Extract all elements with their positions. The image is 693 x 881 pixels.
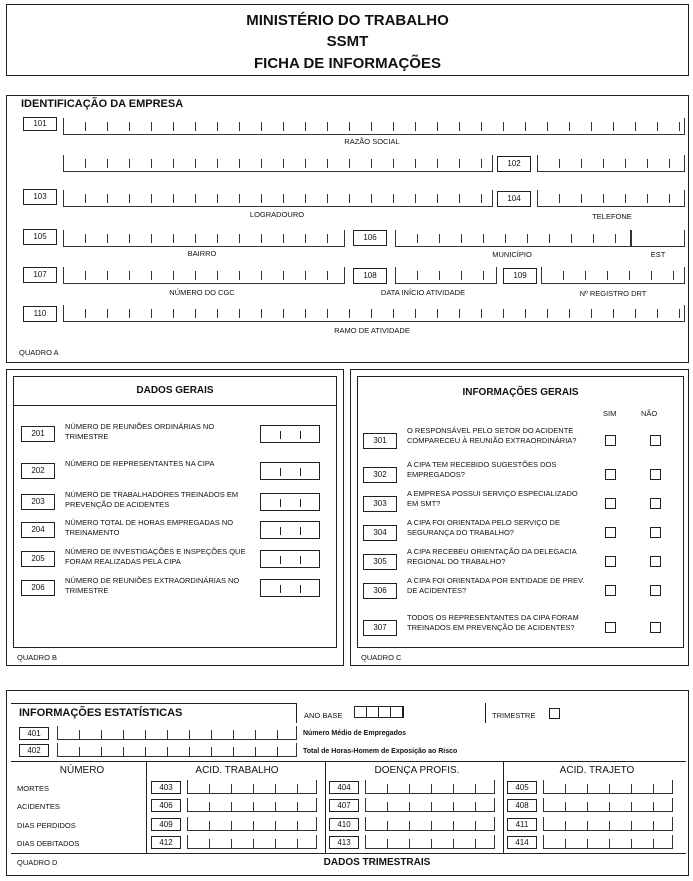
ramo-atividade-label: RAMO DE ATIVIDADE [334,326,410,335]
informacoes-question: O RESPONSÁVEL PELO SETOR DO ACIDENTE COMPARECEU À REUNIÃO EXTRAORDINÁRIA? [407,426,577,446]
quadro-b-footer: QUADRO B [17,653,58,662]
nao-checkbox[interactable] [650,622,661,633]
informacoes-question: A CIPA TEM RECEBIDO SUGESTÕES DOS EMPREGADOS? [407,460,557,480]
sim-checkbox[interactable] [605,498,616,509]
code-105: 105 [23,229,57,245]
quadro-b [6,369,344,666]
dados-trimestrais-title: DADOS TRIMESTRAIS [323,857,431,868]
dados-gerais-question: NÚMERO DE TRABALHADORES TREINADOS EM PREVENÇÃO DE ACIDENTES [65,490,239,510]
stat-field[interactable] [187,835,317,849]
code-110: 110 [23,306,57,322]
field-401[interactable] [57,726,297,740]
ano-base-divider [485,703,486,723]
sim-checkbox[interactable] [605,585,616,596]
header-frame [6,4,689,76]
sim-checkbox[interactable] [605,435,616,446]
ano-base-label: ANO BASE [304,711,343,720]
informacoes-question: A CIPA FOI ORIENTADA POR ENTIDADE DE PREV. DE ACIDENTES? [407,576,585,596]
stat-code: 411 [507,818,537,831]
code-101: 101 [23,117,57,131]
ramo-atividade-field[interactable] [63,305,685,322]
field-102[interactable] [537,155,685,172]
stats-col-divider-3 [503,761,504,853]
sim-checkbox[interactable] [605,622,616,633]
logradouro-field[interactable] [63,190,493,207]
stat-code: 410 [329,818,359,831]
stat-field[interactable] [365,817,495,831]
stat-code: 408 [507,799,537,812]
quadro-d-title-box [11,703,297,723]
label-402: Total de Horas-Homem de Exposição ao Risco [303,748,458,755]
code-107: 107 [23,267,57,283]
informacoes-question: A EMPRESA POSSUI SERVIÇO ESPECIALIZADO EM SMT? [407,489,578,509]
stat-code: 409 [151,818,181,831]
quadro-c-inner [357,376,684,648]
code-201: 201 [21,426,55,442]
code-103: 103 [23,189,57,205]
quadro-c-footer: QUADRO C [361,653,402,662]
stat-field[interactable] [187,798,317,812]
logradouro-label: LOGRADOURO [249,210,305,219]
stat-code: 413 [329,836,359,849]
informacoes-question: A CIPA RECEBEU ORIENTAÇÃO DA DELEGACIA REGIONAL DO TRABALHO? [407,547,577,567]
cgc-label: NÚMERO DO CGC [169,288,235,297]
code-303: 303 [363,496,397,512]
bairro-field[interactable] [63,230,345,247]
quadro-d [6,690,689,876]
code-204: 204 [21,522,55,538]
row-label: ACIDENTES [17,802,60,811]
code-109: 109 [503,268,537,284]
stats-col-divider-2 [325,761,326,853]
data-inicio-label: DATA INÍCIO ATIVIDADE [380,288,466,297]
header-form-title: FICHA DE INFORMAÇÕES [254,55,441,72]
code-205: 205 [21,551,55,567]
quadro-b-title: DADOS GERAIS [136,385,214,396]
col-numero: NÚMERO [59,765,105,776]
quadro-b-inner [13,376,337,648]
quadro-b-title-rule [14,405,336,406]
nao-checkbox[interactable] [650,556,661,567]
stats-table-bottom-rule [11,853,686,854]
header-ssmt: SSMT [326,33,369,50]
row-label: MORTES [17,784,49,793]
registro-drt-label: Nº REGISTRO DRT [579,289,647,298]
stats-table-top-rule [11,761,686,762]
code-106: 106 [353,230,387,246]
registro-drt-field[interactable] [541,267,685,284]
dados-gerais-question: NÚMERO DE INVESTIGAÇÕES E INSPEÇÕES QUE FORAM REALIZADAS PELA CIPA [65,547,246,567]
nao-checkbox[interactable] [650,527,661,538]
code-302: 302 [363,467,397,483]
informacoes-question: A CIPA FOI ORIENTADA PELO SERVIÇO DE SEGURANÇA DO TRABALHO? [407,518,560,538]
quadro-a-footer: QUADRO A [19,348,59,357]
code-206: 206 [21,580,55,596]
code-307: 307 [363,620,397,636]
code-306: 306 [363,583,397,599]
bairro-label: BAIRRO [187,249,217,258]
dados-gerais-answer-field[interactable] [260,521,320,539]
code-203: 203 [21,494,55,510]
stat-code: 404 [329,781,359,794]
dados-gerais-question: NÚMERO DE REPRESENTANTES NA CIPA [65,459,215,468]
data-inicio-field[interactable] [395,267,497,284]
stat-field[interactable] [365,780,495,794]
code-102: 102 [497,156,531,172]
code-108: 108 [353,268,387,284]
stat-field[interactable] [365,798,495,812]
nao-header: NÃO [641,409,658,418]
stat-code: 406 [151,799,181,812]
sim-checkbox[interactable] [605,556,616,567]
col-doenca-profis: DOENÇA PROFIS. [374,765,460,776]
municipio-label: MUNICÍPIO [492,250,532,259]
stat-field[interactable] [543,780,673,794]
quadro-a [6,95,689,363]
stats-col-divider-1 [146,761,147,853]
header-ministry: MINISTÉRIO DO TRABALHO [246,12,449,29]
telefone-label: TELEFONE [592,212,632,221]
estado-field[interactable] [631,230,685,247]
razao-social-cont-field[interactable] [63,155,493,172]
dados-gerais-question: NÚMERO DE REUNIÕES EXTRAORDINÁRIAS NO TRIMESTRE [65,576,240,596]
label-401: Número Médio de Empregados [303,730,407,737]
quadro-d-footer: QUADRO D [17,858,58,867]
razao-social-field[interactable] [63,118,685,135]
stat-code: 412 [151,836,181,849]
stat-code: 414 [507,836,537,849]
code-402: 402 [19,744,49,757]
sim-checkbox[interactable] [605,527,616,538]
quadro-d-title: INFORMAÇÕES ESTATÍSTICAS [19,707,183,719]
field-402[interactable] [57,743,297,757]
dados-gerais-answer-field[interactable] [260,579,320,597]
sim-header: SIM [603,409,617,418]
dados-gerais-answer-field[interactable] [260,550,320,568]
row-label: DIAS PERDIDOS [17,821,76,830]
trimestre-checkbox[interactable] [549,708,560,719]
quadro-c-title: INFORMAÇÕES GERAIS [462,387,579,398]
cgc-field[interactable] [63,267,345,284]
row-label: DIAS DEBITADOS [17,839,80,848]
stat-code: 403 [151,781,181,794]
quadro-c [350,369,689,666]
dados-gerais-question: NÚMERO TOTAL DE HORAS EMPREGADAS NO TREINAMENTO [65,518,234,538]
col-acid-trabalho: ACID. TRABALHO [195,765,279,776]
stat-field[interactable] [543,798,673,812]
sim-checkbox[interactable] [605,469,616,480]
code-301: 301 [363,433,397,449]
estado-label: EST [650,250,666,259]
stat-code: 405 [507,781,537,794]
trimestre-label: TRIMESTRE [492,711,536,720]
informacoes-question: TODOS OS REPRESENTANTES DA CIPA FORAM TREINADOS EM PREVENÇÃO DE ACIDENTES? [407,613,579,633]
quadro-a-title: IDENTIFICAÇÃO DA EMPRESA [21,98,184,110]
dados-gerais-question: NÚMERO DE REUNIÕES ORDINÁRIAS NO TRIMESTRE [65,422,215,442]
stat-field[interactable] [187,780,317,794]
stat-field[interactable] [365,835,495,849]
dados-gerais-answer-field[interactable] [260,462,320,480]
dados-gerais-answer-field[interactable] [260,493,320,511]
code-304: 304 [363,525,397,541]
stat-field[interactable] [187,817,317,831]
code-104: 104 [497,191,531,207]
dados-gerais-answer-field[interactable] [260,425,320,443]
stat-field[interactable] [543,817,673,831]
nao-checkbox[interactable] [650,469,661,480]
code-305: 305 [363,554,397,570]
stat-field[interactable] [543,835,673,849]
col-acid-trajeto: ACID. TRAJETO [559,765,635,776]
telefone-field[interactable] [537,190,685,207]
code-401: 401 [19,727,49,740]
nao-checkbox[interactable] [650,498,661,509]
nao-checkbox[interactable] [650,585,661,596]
nao-checkbox[interactable] [650,435,661,446]
razao-social-label: RAZÃO SOCIAL [344,137,400,146]
stat-code: 407 [329,799,359,812]
code-202: 202 [21,463,55,479]
ano-base-boxes[interactable] [354,706,404,718]
municipio-field[interactable] [395,230,631,247]
